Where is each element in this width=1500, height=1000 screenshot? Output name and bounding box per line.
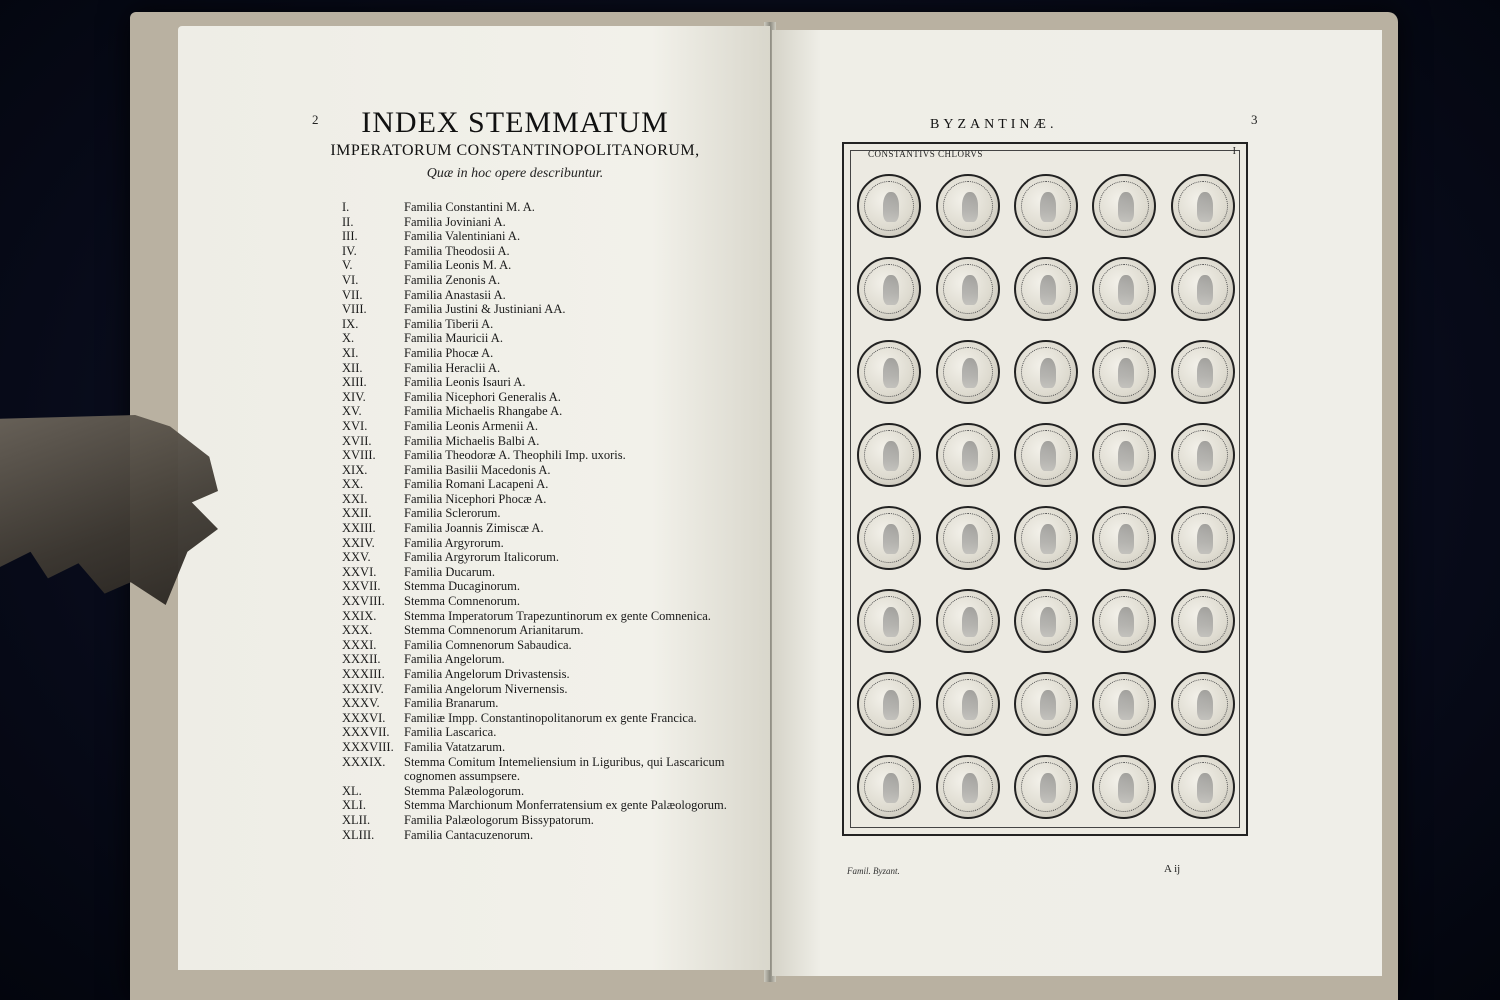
- footer-gathering-mark: A ij: [1164, 863, 1181, 875]
- index-entry: [342, 682, 752, 697]
- coin-illustration: [936, 174, 1000, 238]
- index-entry-text: Familia Tiberii A.: [404, 316, 494, 331]
- index-entry: [342, 579, 752, 594]
- coin-illustration: [1092, 257, 1156, 321]
- index-entry-text: Stemma Palæologorum.: [404, 783, 525, 798]
- coin-illustration: [1014, 755, 1078, 819]
- index-entry-number: XXIII.: [342, 521, 376, 536]
- index-entry-number: X.: [342, 331, 355, 346]
- index-entry-number: VI.: [342, 272, 359, 287]
- coin-illustration: [1014, 423, 1078, 487]
- index-entry: [342, 696, 752, 711]
- index-entry: [342, 521, 752, 536]
- coin-illustration: [936, 257, 1000, 321]
- index-entry-text: Familia Angelorum Drivastensis.: [404, 667, 570, 681]
- coin-illustration: [1014, 257, 1078, 321]
- index-entry: [342, 434, 752, 449]
- index-entry: [342, 477, 752, 492]
- index-entry-number: XXV.: [342, 550, 371, 565]
- coin-illustration: [857, 755, 921, 819]
- coin-illustration: [936, 589, 1000, 653]
- index-entry-number: XXVII.: [342, 579, 381, 594]
- index-entry-text: Familia Palæologorum Bissypatorum.: [404, 812, 594, 827]
- index-entry: [342, 215, 752, 230]
- coin-illustration: [1014, 672, 1078, 736]
- coin-illustration: [1092, 755, 1156, 819]
- index-entry-text: Familia Joviniani A.: [404, 214, 506, 229]
- coin-illustration: [936, 423, 1000, 487]
- coin-illustration: [936, 506, 1000, 570]
- coin-illustration: [1014, 174, 1078, 238]
- index-entry-text: Familia Mauricii A.: [404, 331, 503, 346]
- index-entry-number: XXX.: [342, 623, 373, 638]
- index-entry-text: Familia Vatatzarum.: [404, 739, 506, 754]
- index-entry: [342, 667, 752, 682]
- coin-illustration: [1014, 589, 1078, 653]
- index-entry-text: Familia Argyrorum Italicorum.: [404, 550, 559, 565]
- index-entry: [342, 273, 752, 288]
- index-entry-text: Familia Valentiniani A.: [404, 229, 521, 244]
- index-entry: [342, 346, 752, 361]
- index-entry: [342, 609, 752, 624]
- index-entry-number: XXXI.: [342, 637, 377, 652]
- index-entry-number: XXIX.: [342, 608, 377, 623]
- index-entry-number: III.: [342, 229, 358, 244]
- index-entry: [342, 419, 752, 434]
- index-entry-text: Familia Cantacuzenorum.: [404, 827, 534, 842]
- index-entry: [342, 375, 752, 390]
- index-entry: [342, 725, 752, 740]
- plate-number: I: [1232, 146, 1236, 157]
- index-entry: [342, 317, 752, 332]
- index-entry: [342, 711, 752, 726]
- index-entry-text: Familia Lascarica.: [404, 725, 497, 740]
- coin-illustration: [857, 423, 921, 487]
- index-entry: [342, 506, 752, 521]
- index-entry: [342, 565, 752, 580]
- index-entry-text: Familia Joannis Zimiscæ A.: [404, 521, 544, 536]
- index-entry-text: Familia Anastasii A.: [404, 287, 506, 302]
- coin-illustration: [1171, 257, 1235, 321]
- index-entry: [342, 200, 752, 215]
- index-entry-text: Familia Zenonis A.: [404, 272, 501, 287]
- index-entry-number: V.: [342, 258, 353, 273]
- index-entry: [342, 448, 752, 463]
- index-entry: [342, 784, 752, 799]
- index-entry-number: XLII.: [342, 812, 371, 827]
- index-entry-number: XLI.: [342, 798, 366, 813]
- coin-illustration: [936, 340, 1000, 404]
- index-entry-number: XXXVII.: [342, 725, 390, 740]
- index-entry-number: XX.: [342, 477, 364, 492]
- index-entry-text: Familia Comnenorum Sabaudica.: [404, 637, 572, 652]
- index-entry-number: XV.: [342, 404, 362, 419]
- coin-illustration: [1092, 423, 1156, 487]
- index-entry-number: XLIII.: [342, 827, 375, 842]
- index-entry-text: Familia Nicephori Phocæ A.: [404, 491, 547, 506]
- index-entry: [342, 244, 752, 259]
- running-head: BYZANTINÆ.: [930, 117, 1058, 132]
- coin-illustration: [1171, 423, 1235, 487]
- index-entry-text: Familia Branarum.: [404, 696, 499, 711]
- coin-illustration: [1171, 672, 1235, 736]
- coin-illustration: [857, 174, 921, 238]
- index-entry-number: XXVI.: [342, 564, 377, 579]
- index-entry: [342, 638, 752, 653]
- index-entry-number: XVII.: [342, 433, 372, 448]
- index-entry-number: IX.: [342, 316, 359, 331]
- index-entry-number: XL.: [342, 783, 362, 798]
- index-entry-number: XI.: [342, 345, 359, 360]
- index-entry-number: IV.: [342, 243, 357, 258]
- index-entry: [342, 492, 752, 507]
- index-entry-number: XXXIV.: [342, 681, 384, 696]
- index-entry-text: Familia Leonis Armenii A.: [404, 418, 539, 433]
- index-entry-text: Familia Angelorum Nivernensis.: [404, 681, 568, 696]
- index-entry: [342, 331, 752, 346]
- index-entry: [342, 828, 752, 843]
- coin-illustration: [1092, 174, 1156, 238]
- index-entry-number: II.: [342, 214, 354, 229]
- index-entry-text: Familiæ Impp. Constantinopolitanorum ex gente Francica.: [404, 710, 697, 725]
- index-entry-number: VII.: [342, 287, 363, 302]
- index-entry-number: XXVIII.: [342, 594, 385, 609]
- index-entry: [342, 740, 752, 755]
- coin-illustration: [1014, 506, 1078, 570]
- index-entry-text: Familia Sclerorum.: [404, 506, 501, 521]
- index-entry-text: Familia Heraclii A.: [404, 360, 501, 375]
- index-entry-text: Stemma Comitum Intemeliensium in Liguribus, qui Lascaricum cognomen assumpsere.: [404, 754, 725, 784]
- index-entry: [342, 229, 752, 244]
- index-entry: [342, 798, 752, 813]
- coin-illustration: [1092, 589, 1156, 653]
- page-intro: Quæ in hoc opere describuntur.: [426, 166, 604, 181]
- index-list: [342, 200, 752, 842]
- index-entry: [342, 536, 752, 551]
- index-entry-number: XIII.: [342, 375, 367, 390]
- index-entry-number: XVI.: [342, 418, 368, 433]
- index-entry: [342, 813, 752, 828]
- index-entry-number: I.: [342, 200, 350, 214]
- coin-illustration: [857, 589, 921, 653]
- index-entry-number: XXXIX.: [342, 754, 386, 769]
- coin-illustration: [857, 340, 921, 404]
- index-entry-text: Familia Romani Lacapeni A.: [404, 477, 549, 492]
- index-entry: [342, 550, 752, 565]
- index-entry-number: XXXVIII.: [342, 739, 394, 754]
- index-entry-text: Stemma Marchionum Monferratensium ex gente Palæologorum.: [404, 798, 727, 813]
- index-entry-text: Familia Phocæ A.: [404, 345, 494, 360]
- index-entry-text: Familia Basilii Macedonis A.: [404, 462, 551, 477]
- index-entry-text: Familia Ducarum.: [404, 564, 495, 579]
- index-entry-number: XIX.: [342, 462, 368, 477]
- index-entry: [342, 755, 752, 784]
- coin-illustration: [857, 257, 921, 321]
- coin-illustration: [1171, 589, 1235, 653]
- index-entry-number: XXXVI.: [342, 710, 386, 725]
- plate-caption: CONSTANTIVS CHLORVS: [868, 149, 983, 159]
- index-entry-number: VIII.: [342, 302, 367, 317]
- index-entry-text: Familia Theodoræ A. Theophili Imp. uxoris.: [404, 448, 626, 463]
- coin-illustration: [1171, 340, 1235, 404]
- index-entry: [342, 594, 752, 609]
- index-entry-text: Stemma Comnenorum.: [404, 594, 520, 609]
- index-entry-text: Familia Theodosii A.: [404, 243, 510, 258]
- index-entry-text: Familia Angelorum.: [404, 652, 505, 667]
- index-entry-number: XVIII.: [342, 448, 376, 463]
- index-entry: [342, 258, 752, 273]
- index-entry: [342, 652, 752, 667]
- index-entry: [342, 361, 752, 376]
- index-entry-text: Familia Justini & Justiniani AA.: [404, 302, 566, 317]
- coin-illustration: [1171, 174, 1235, 238]
- coin-illustration: [1092, 672, 1156, 736]
- index-entry-number: XXIV.: [342, 535, 375, 550]
- index-entry: [342, 390, 752, 405]
- left-page-number: 2: [312, 112, 319, 127]
- index-entry-text: Stemma Imperatorum Trapezuntinorum ex gente Comnenica.: [404, 608, 711, 623]
- index-entry-number: XXXIII.: [342, 667, 385, 681]
- index-entry-text: Familia Michaelis Balbi A.: [404, 433, 540, 448]
- coin-illustration: [857, 506, 921, 570]
- index-entry-text: Familia Leonis Isauri A.: [404, 375, 526, 390]
- page-title: INDEX STEMMATUM: [361, 106, 669, 139]
- index-entry-text: Stemma Comnenorum Arianitarum.: [404, 623, 584, 638]
- index-entry: [342, 623, 752, 638]
- footer-signature: Famil. Byzant.: [847, 866, 900, 876]
- index-entry-text: Familia Constantini M. A.: [404, 200, 535, 214]
- index-entry-text: Familia Michaelis Rhangabe A.: [404, 404, 563, 419]
- index-entry-number: XII.: [342, 360, 363, 375]
- page-subtitle: IMPERATORUM CONSTANTINOPOLITANORUM,: [330, 142, 700, 159]
- index-entry-number: XXII.: [342, 506, 372, 521]
- index-entry-text: Familia Leonis M. A.: [404, 258, 512, 273]
- coin-illustration: [1092, 340, 1156, 404]
- index-entry-text: Familia Argyrorum.: [404, 535, 504, 550]
- coin-illustration: [1171, 506, 1235, 570]
- coin-illustration: [857, 672, 921, 736]
- index-entry-number: XXXII.: [342, 652, 381, 667]
- coin-plate: [842, 142, 1248, 836]
- coin-illustration: [1171, 755, 1235, 819]
- coin-grid: [850, 164, 1242, 828]
- index-entry-text: Familia Nicephori Generalis A.: [404, 389, 561, 404]
- index-entry-number: XIV.: [342, 389, 366, 404]
- index-entry: [342, 288, 752, 303]
- index-entry-number: XXI.: [342, 491, 368, 506]
- right-page-number: 3: [1251, 112, 1258, 127]
- index-entry: [342, 463, 752, 478]
- coin-illustration: [936, 755, 1000, 819]
- index-entry: [342, 404, 752, 419]
- coin-illustration: [1092, 506, 1156, 570]
- index-entry-number: XXXV.: [342, 696, 380, 711]
- coin-illustration: [1014, 340, 1078, 404]
- index-entry-text: Stemma Ducaginorum.: [404, 579, 520, 594]
- coin-illustration: [936, 672, 1000, 736]
- index-entry: [342, 302, 752, 317]
